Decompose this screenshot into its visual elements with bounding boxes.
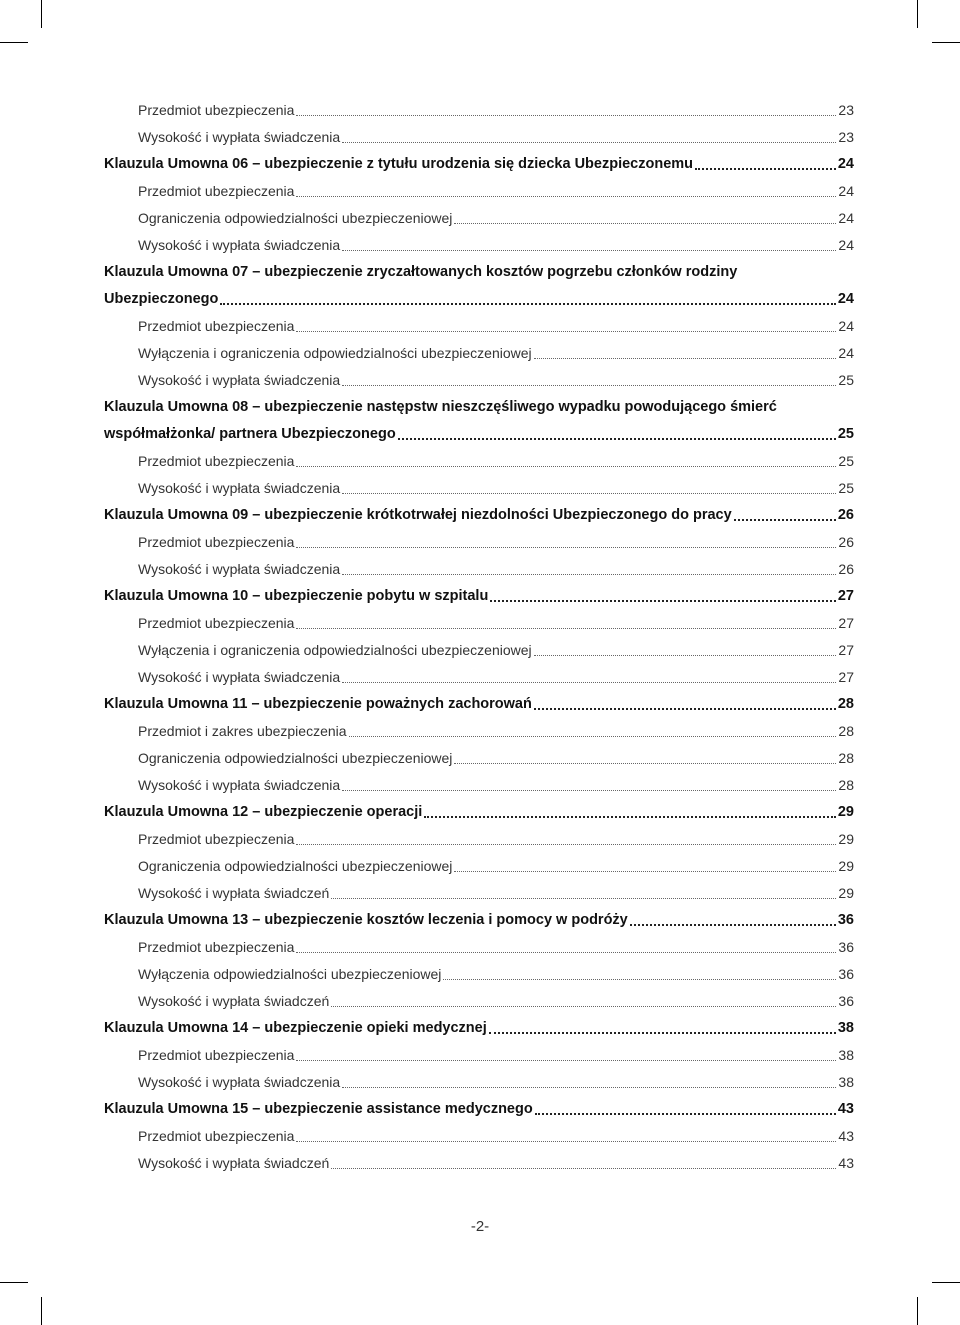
toc-entry-title: Klauzula Umowna 11 – ubezpieczenie poważnych zachorowań	[104, 696, 532, 712]
dot-leader	[342, 573, 836, 575]
dot-leader	[296, 465, 836, 467]
toc-entry-title: Wyłączenia odpowiedzialności ubezpieczeniowej	[138, 966, 442, 982]
toc-subsection-entry[interactable]	[138, 610, 854, 637]
toc-page-number: 23	[838, 102, 854, 118]
toc-page-number: 43	[838, 1155, 854, 1171]
toc-subsection-entry[interactable]	[138, 448, 854, 475]
dot-leader	[695, 167, 836, 170]
toc-entry-title: Ograniczenia odpowiedzialności ubezpieczeniowej	[138, 210, 453, 226]
toc-page-number: 24	[838, 210, 854, 226]
toc-subsection-entry[interactable]	[138, 340, 854, 367]
toc-page-number: 26	[838, 534, 854, 550]
toc-page-number: 24	[838, 237, 854, 253]
toc-subsection-entry[interactable]	[138, 934, 854, 961]
toc-entry-title: Wysokość i wypłata świadczenia	[138, 777, 341, 793]
toc-subsection-entry[interactable]	[138, 1042, 854, 1069]
crop-mark-top-right	[917, 0, 918, 28]
toc-entry-title: Klauzula Umowna 09 – ubezpieczenie krótkotrwałej niezdolności Ubezpieczonego do pracy	[104, 507, 732, 523]
dot-leader	[349, 735, 837, 737]
toc-page-number: 25	[838, 453, 854, 469]
toc-entry-title: Przedmiot i zakres ubezpieczenia	[138, 723, 347, 739]
toc-page-number: 29	[838, 885, 854, 901]
toc-entry-title: Ubezpieczonego	[104, 291, 219, 307]
toc-subsection-entry[interactable]	[138, 745, 854, 772]
toc-page-number: 38	[838, 1047, 854, 1063]
toc-page-number: 38	[838, 1074, 854, 1090]
toc-subsection-entry[interactable]	[138, 772, 854, 799]
toc-entry-title: Wysokość i wypłata świadczenia	[138, 1074, 341, 1090]
crop-mark-top-left-h	[0, 42, 28, 43]
dot-leader	[489, 1031, 836, 1034]
dot-leader	[534, 654, 837, 656]
table-of-contents	[104, 97, 854, 1177]
toc-page-number: 28	[838, 723, 854, 739]
toc-entry-title-line: Klauzula Umowna 08 – ubezpieczenie następstw nieszczęśliwego wypadku powodującego śmierć	[104, 399, 777, 415]
dot-leader	[220, 302, 835, 305]
toc-section-entry[interactable]	[104, 1015, 854, 1042]
toc-page-number: 24	[838, 345, 854, 361]
toc-entry-title: Wysokość i wypłata świadczenia	[138, 372, 341, 388]
dot-leader	[342, 789, 836, 791]
toc-page-number: 28	[838, 750, 854, 766]
toc-page-number: 24	[838, 318, 854, 334]
toc-entry-title: Klauzula Umowna 13 – ubezpieczenie kosztów leczenia i pomocy w podróży	[104, 912, 628, 928]
dot-leader	[342, 1086, 836, 1088]
page-number: -2-	[470, 1218, 490, 1235]
toc-subsection-entry[interactable]	[138, 313, 854, 340]
dot-leader	[630, 923, 836, 926]
toc-page-number: 27	[838, 642, 854, 658]
toc-subsection-entry[interactable]	[138, 475, 854, 502]
toc-subsection-entry[interactable]	[138, 961, 854, 988]
toc-page-number: 26	[838, 561, 854, 577]
dot-leader	[296, 1059, 836, 1061]
toc-entry-title: Klauzula Umowna 14 – ubezpieczenie opieki medycznej	[104, 1020, 487, 1036]
toc-page-number: 26	[837, 507, 854, 523]
toc-page-number: 28	[838, 777, 854, 793]
toc-entry-title: Przedmiot ubezpieczenia	[138, 453, 295, 469]
toc-entry-title: Ograniczenia odpowiedzialności ubezpieczeniowej	[138, 750, 453, 766]
dot-leader	[296, 951, 836, 953]
toc-entry-title: Przedmiot ubezpieczenia	[138, 831, 295, 847]
toc-entry-title: Wysokość i wypłata świadczeń	[138, 1155, 330, 1171]
toc-page-number: 29	[837, 804, 854, 820]
dot-leader	[454, 762, 836, 764]
dot-leader	[296, 843, 836, 845]
dot-leader	[734, 518, 836, 521]
dot-leader	[534, 707, 836, 710]
toc-subsection-entry[interactable]	[138, 178, 854, 205]
dot-leader	[296, 1140, 836, 1142]
dot-leader	[296, 546, 836, 548]
toc-page-number: 23	[838, 129, 854, 145]
crop-mark-bottom-right-h	[932, 1282, 960, 1283]
toc-page-number: 27	[838, 615, 854, 631]
toc-subsection-entry[interactable]	[138, 637, 854, 664]
dot-leader	[443, 978, 836, 980]
crop-mark-bottom-left-h	[0, 1282, 28, 1283]
toc-entry-title: Przedmiot ubezpieczenia	[138, 615, 295, 631]
toc-section-entry[interactable]	[104, 583, 854, 610]
toc-subsection-entry[interactable]	[138, 97, 854, 124]
toc-page-number: 24	[837, 156, 854, 172]
toc-section-entry[interactable]	[104, 1096, 854, 1123]
toc-entry-title: Wysokość i wypłata świadczenia	[138, 669, 341, 685]
dot-leader	[398, 437, 836, 440]
dot-leader	[342, 249, 836, 251]
toc-subsection-entry[interactable]	[138, 718, 854, 745]
toc-page-number: 36	[838, 966, 854, 982]
toc-section-entry[interactable]	[104, 421, 854, 448]
toc-subsection-entry[interactable]	[138, 529, 854, 556]
toc-page-number: 25	[838, 480, 854, 496]
toc-entry-title: Wysokość i wypłata świadczeń	[138, 885, 330, 901]
dot-leader	[296, 627, 836, 629]
dot-leader	[342, 681, 836, 683]
dot-leader	[331, 897, 836, 899]
toc-page-number: 36	[838, 993, 854, 1009]
toc-subsection-entry[interactable]	[138, 853, 854, 880]
toc-subsection-entry[interactable]	[138, 988, 854, 1015]
toc-entry-title: Wysokość i wypłata świadczenia	[138, 561, 341, 577]
toc-subsection-entry[interactable]	[138, 556, 854, 583]
dot-leader	[342, 492, 836, 494]
toc-entry-title: Przedmiot ubezpieczenia	[138, 1128, 295, 1144]
toc-entry-title: Klauzula Umowna 15 – ubezpieczenie assistance medycznego	[104, 1101, 533, 1117]
toc-page-number: 28	[837, 696, 854, 712]
toc-subsection-entry[interactable]	[138, 232, 854, 259]
toc-entry-title: Klauzula Umowna 06 – ubezpieczenie z tytułu urodzenia się dziecka Ubezpieczonemu	[104, 156, 694, 172]
dot-leader	[296, 330, 836, 332]
toc-page-number: 25	[838, 372, 854, 388]
toc-entry-title: Przedmiot ubezpieczenia	[138, 183, 295, 199]
toc-entry-title: Klauzula Umowna 10 – ubezpieczenie pobytu w szpitalu	[104, 588, 489, 604]
dot-leader	[424, 815, 836, 818]
toc-entry-title: Ograniczenia odpowiedzialności ubezpieczeniowej	[138, 858, 453, 874]
toc-entry-title: Wysokość i wypłata świadczenia	[138, 237, 341, 253]
toc-section-entry[interactable]	[104, 691, 854, 718]
toc-page-number: 38	[837, 1020, 854, 1036]
dot-leader	[535, 1112, 836, 1115]
dot-leader	[331, 1005, 836, 1007]
dot-leader	[296, 114, 836, 116]
toc-entry-title: Wyłączenia i ograniczenia odpowiedzialności ubezpieczeniowej	[138, 642, 532, 658]
toc-entry-title-line: Klauzula Umowna 07 – ubezpieczenie zryczałtowanych kosztów pogrzebu członków rodziny	[104, 264, 738, 280]
toc-section-entry[interactable]	[104, 502, 854, 529]
toc-page-number: 36	[838, 939, 854, 955]
toc-entry-title: Klauzula Umowna 12 – ubezpieczenie operacji	[104, 804, 423, 820]
toc-subsection-entry[interactable]	[138, 664, 854, 691]
toc-subsection-entry[interactable]	[138, 880, 854, 907]
toc-page-number: 27	[837, 588, 854, 604]
dot-leader	[454, 222, 836, 224]
toc-section-entry[interactable]	[104, 151, 854, 178]
toc-entry-title: Wyłączenia i ograniczenia odpowiedzialności ubezpieczeniowej	[138, 345, 532, 361]
toc-section-entry[interactable]	[104, 286, 854, 313]
toc-subsection-entry[interactable]	[138, 205, 854, 232]
dot-leader	[490, 599, 836, 602]
toc-page-number: 24	[837, 291, 854, 307]
dot-leader	[342, 384, 836, 386]
toc-subsection-entry[interactable]	[138, 1123, 854, 1150]
toc-page-number: 36	[837, 912, 854, 928]
toc-page-number: 25	[837, 426, 854, 442]
toc-entry-title: Przedmiot ubezpieczenia	[138, 102, 295, 118]
toc-entry-title: Wysokość i wypłata świadczenia	[138, 129, 341, 145]
crop-mark-top-right-h	[932, 42, 960, 43]
toc-subsection-entry[interactable]	[138, 367, 854, 394]
crop-mark-top-left	[41, 0, 42, 28]
toc-page-number: 43	[837, 1101, 854, 1117]
toc-entry-title: Przedmiot ubezpieczenia	[138, 534, 295, 550]
toc-page-number: 24	[838, 183, 854, 199]
toc-subsection-entry[interactable]	[138, 1069, 854, 1096]
toc-subsection-entry[interactable]	[138, 826, 854, 853]
dot-leader	[342, 141, 836, 143]
toc-section-entry[interactable]	[104, 907, 854, 934]
toc-page-number: 29	[838, 831, 854, 847]
toc-entry-title: Przedmiot ubezpieczenia	[138, 939, 295, 955]
dot-leader	[534, 357, 837, 359]
crop-mark-bottom-left	[41, 1297, 42, 1325]
toc-subsection-entry[interactable]	[138, 1150, 854, 1177]
dot-leader	[454, 870, 836, 872]
toc-entry-title: współmałżonka/ partnera Ubezpieczonego	[104, 426, 396, 442]
dot-leader	[296, 195, 836, 197]
crop-mark-bottom-right	[917, 1297, 918, 1325]
toc-entry-title: Wysokość i wypłata świadczenia	[138, 480, 341, 496]
toc-entry-title: Przedmiot ubezpieczenia	[138, 318, 295, 334]
toc-entry-title: Przedmiot ubezpieczenia	[138, 1047, 295, 1063]
toc-subsection-entry[interactable]	[138, 124, 854, 151]
toc-page-number: 29	[838, 858, 854, 874]
toc-page-number: 27	[838, 669, 854, 685]
toc-entry-title: Wysokość i wypłata świadczeń	[138, 993, 330, 1009]
dot-leader	[331, 1167, 836, 1169]
toc-page-number: 43	[838, 1128, 854, 1144]
toc-section-entry[interactable]	[104, 799, 854, 826]
